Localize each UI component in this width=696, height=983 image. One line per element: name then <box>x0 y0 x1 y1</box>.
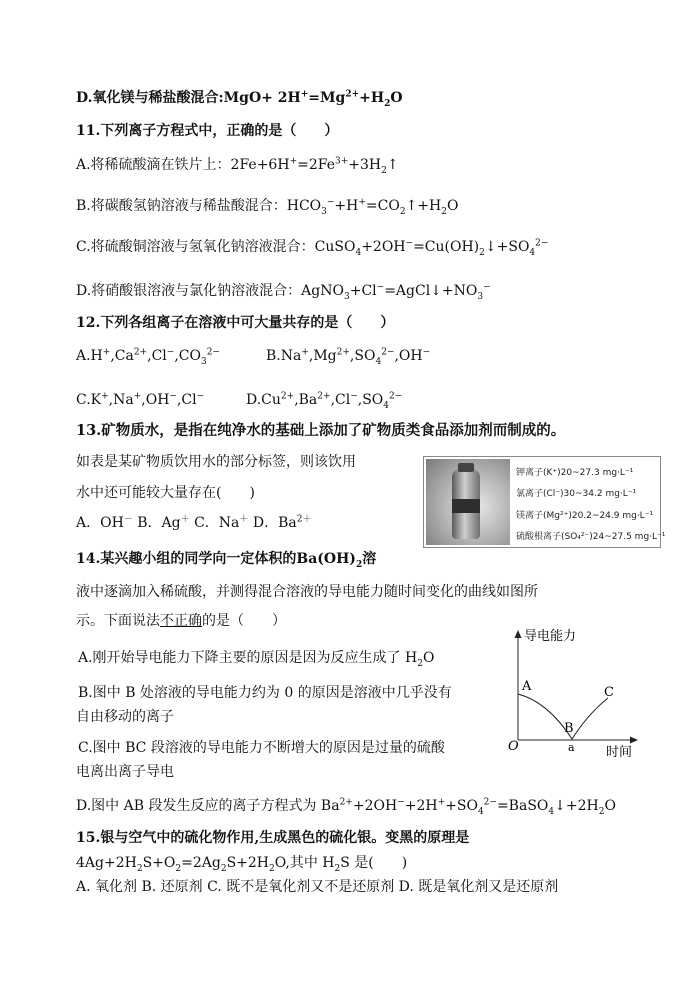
sup: 2+ <box>345 89 360 100</box>
q12-option-b <box>266 346 430 366</box>
sup: 2− <box>535 238 549 249</box>
sub: 3 <box>200 356 207 367</box>
text: C.K <box>76 392 102 408</box>
sup: − <box>326 197 335 208</box>
q12-option-a <box>76 346 220 366</box>
text: =BaSO <box>496 798 549 814</box>
sub: 2 <box>136 863 143 874</box>
sup: ＋ <box>180 514 190 525</box>
sub: 4 <box>375 356 382 367</box>
sup: 2+ <box>339 797 353 808</box>
sup: + <box>301 347 309 358</box>
q12-option-d <box>246 390 402 410</box>
q14-option-b-line1: B.图中 B 处溶液的导电能力约为 0 的原因是溶液中几乎没有 <box>78 685 452 701</box>
sub: 3 <box>343 291 350 302</box>
q13-options <box>76 513 311 533</box>
text: ↑ <box>386 157 399 173</box>
text: S 是( ) <box>340 855 408 871</box>
text: +Cl <box>349 283 377 299</box>
text: B．Ag <box>132 515 181 531</box>
q14-line1 <box>76 549 376 569</box>
q13-line1: 13.矿物质水，是指在纯净水的基础上添加了矿物质类食品添加剂而制成的。 <box>76 422 566 439</box>
sup: + <box>102 347 111 358</box>
q14-option-b-line2: 自由移动的离子 <box>76 709 174 725</box>
text: A.H <box>76 348 103 364</box>
text: ,Na <box>108 392 134 408</box>
sup: − <box>166 347 175 358</box>
sub: 2 <box>269 863 275 874</box>
sup: 2− <box>483 797 497 808</box>
sup: + <box>289 156 298 167</box>
text: ,Cl <box>147 348 167 364</box>
q11-stem: 11.下列离子方程式中，正确的是（ ） <box>76 123 339 139</box>
text: +SO <box>445 798 478 814</box>
sup: + <box>101 391 109 402</box>
q14-line3 <box>76 611 286 631</box>
sup: 2− <box>389 391 403 402</box>
sup: － <box>123 514 133 525</box>
text: ,Ca <box>110 348 134 364</box>
text: =CO <box>365 198 400 214</box>
sub: 2 <box>479 247 485 258</box>
sup: + <box>300 89 309 100</box>
sub: 4 <box>529 247 536 258</box>
text: D.Cu <box>246 392 281 408</box>
text: ,OH <box>141 392 170 408</box>
x-axis-label: 时间 <box>606 745 633 760</box>
bottle-cap <box>458 463 474 472</box>
sub: 4 <box>383 400 390 411</box>
point-c-label: C <box>604 685 614 700</box>
sup: 2＋ <box>296 514 312 525</box>
point-a-label: A <box>522 679 532 694</box>
text: 示。下面说法 <box>76 613 160 629</box>
mineral-water-label <box>423 456 666 548</box>
q15-line2 <box>76 853 407 873</box>
q11-option-d <box>76 281 491 301</box>
text: D．Ba <box>248 515 297 531</box>
sup: 2+ <box>280 391 295 402</box>
sup: 2− <box>381 347 395 358</box>
sub: 4 <box>477 806 484 817</box>
text: D.将硝酸银溶液与氯化钠溶液混合：AgNO <box>76 283 344 299</box>
sup: 3+ <box>334 156 349 167</box>
sup: + <box>133 391 142 402</box>
text: O <box>422 650 435 666</box>
text: +2OH <box>361 239 406 255</box>
q13-line2: 如表是某矿物质饮用水的部分标签，则该饮用 <box>76 454 356 470</box>
text: +H <box>334 198 359 214</box>
y-axis-arrow <box>515 630 522 638</box>
sup: 2+ <box>336 347 350 358</box>
text: =AgCl↓+NO <box>384 283 478 299</box>
sup: ＋ <box>239 514 249 525</box>
text: +2H <box>404 798 438 814</box>
sup: − <box>169 391 177 402</box>
text: +2OH <box>352 798 398 814</box>
sup: − <box>422 347 431 358</box>
sup: − <box>397 797 405 808</box>
sup: − <box>376 282 385 293</box>
q13-line3: 水中还可能较大量存在( ) <box>76 485 255 501</box>
q14-option-c-line1: C.图中 BC 段溶液的导电能力不断增大的原因是过量的硫酸 <box>78 740 445 756</box>
sub: 3 <box>321 206 327 217</box>
text: ,SO <box>357 392 384 408</box>
text: O <box>390 90 403 106</box>
sup: + <box>358 197 366 208</box>
point-b-label: B <box>564 721 574 736</box>
text: C．Na <box>189 515 240 531</box>
text: ↓+2H <box>554 798 599 814</box>
y-axis-label: 导电能力 <box>524 629 577 644</box>
sub: 2 <box>399 206 406 217</box>
text: ,SO <box>349 348 376 364</box>
q14-option-c-line2: 电离出离子导电 <box>76 764 174 780</box>
origin-label: O <box>508 739 519 754</box>
q14-line2: 液中逐滴加入稀硫酸，并测得混合溶液的导电能力随时间变化的曲线如图所 <box>76 584 538 600</box>
text: 溶 <box>362 551 377 567</box>
text: D.氧化镁与稀盐酸混合:MgO+ 2H <box>76 90 301 106</box>
q15-line1: 15.银与空气中的硫化物作用,生成黑色的硫化银。变黑的原理是 <box>76 830 470 846</box>
text: =Cu(OH) <box>413 239 480 255</box>
sup: 2− <box>206 347 220 358</box>
sup: − <box>405 238 414 249</box>
x-axis-arrow <box>630 737 638 744</box>
sub: 2 <box>175 863 182 874</box>
sub: 4 <box>548 806 555 817</box>
sub: 2 <box>441 206 447 217</box>
text: =2Fe <box>297 157 335 173</box>
sup: + <box>437 797 446 808</box>
q11-option-a <box>76 155 399 175</box>
sub: 2 <box>220 863 227 874</box>
text: ,OH <box>394 348 423 364</box>
text: +3H <box>348 157 382 173</box>
sub: 4 <box>355 247 362 258</box>
text: A．OH <box>76 515 124 531</box>
sup: 2+ <box>133 347 148 358</box>
sub: 2 <box>355 559 363 570</box>
sub: 2 <box>598 806 605 817</box>
text: B.Na <box>266 348 302 364</box>
q14-option-d <box>76 796 616 816</box>
sup: − <box>350 391 358 402</box>
text: ,Mg <box>308 348 337 364</box>
text: ↓+SO <box>484 239 530 255</box>
text: O,其中 H <box>274 855 335 871</box>
text: =2Ag <box>181 855 221 871</box>
text: +H <box>359 90 385 106</box>
sub: 2 <box>384 98 391 109</box>
text: ,Cl <box>330 392 351 408</box>
q12-option-c <box>76 390 204 410</box>
text: D.图中 AB 段发生反应的离子方程式为 Ba <box>76 798 340 814</box>
text: 14.某兴趣小组的同学向一定体积的Ba(OH) <box>76 551 356 567</box>
text: O <box>604 798 616 814</box>
q12-stem: 12.下列各组离子在溶液中可大量共存的是（ ） <box>76 315 395 331</box>
q14-option-a <box>78 648 434 668</box>
mineral-magnesium: 镁离子(Mg²⁺)20.2~24.9 mg·L⁻¹ <box>516 511 654 521</box>
sup: − <box>196 391 205 402</box>
text: O <box>446 198 459 214</box>
water-bottle-image <box>426 459 510 545</box>
sub: 2 <box>417 658 423 669</box>
text: A.将稀硫酸滴在铁片上：2Fe+6H <box>76 157 290 173</box>
text: A.刚开始导电能力下降主要的原因是因为反应生成了 H <box>78 650 418 666</box>
text: =Mg <box>308 90 346 106</box>
point-a-small-label: a <box>568 741 575 754</box>
q11-option-c <box>76 237 548 257</box>
text: 4Ag+2H <box>76 855 137 871</box>
text: C.将硫酸铜溶液与氢氧化钠溶液混合：CuSO <box>76 239 356 255</box>
sub: 3 <box>477 291 484 302</box>
conductivity-graph <box>500 622 650 762</box>
text: ,CO <box>174 348 201 364</box>
q15-options: A. 氧化剂 B. 还原剂 C. 既不是氧化剂又不是还原剂 D. 既是氧化剂又是还原剂 <box>76 879 559 895</box>
sup: 2+ <box>317 391 331 402</box>
bottle-label <box>452 499 480 513</box>
text: S+2H <box>226 855 269 871</box>
text: ,Ba <box>294 392 318 408</box>
sup: − <box>483 282 491 293</box>
text: B.将碳酸氢钠溶液与稀盐酸混合：HCO <box>76 198 322 214</box>
q10-option-d <box>76 88 403 108</box>
mineral-potassium: 钾离子(K⁺)20~27.3 mg·L⁻¹ <box>516 468 634 478</box>
underlined-text: 不正确 <box>160 613 202 629</box>
conductivity-curve <box>518 694 608 739</box>
mineral-chloride: 氯离子(Cl⁻)30~34.2 mg·L⁻¹ <box>516 489 637 499</box>
mineral-sulfate: 硫酸根离子(SO₄²⁻)24~27.5 mg·L⁻¹ <box>516 532 666 542</box>
q11-option-b <box>76 196 458 216</box>
sub: 2 <box>334 863 341 874</box>
text: ↑+H <box>405 198 442 214</box>
sub: 2 <box>381 165 387 176</box>
text: 的是（ ） <box>202 613 286 629</box>
text: ,Cl <box>176 392 197 408</box>
text: S+O <box>142 855 176 871</box>
